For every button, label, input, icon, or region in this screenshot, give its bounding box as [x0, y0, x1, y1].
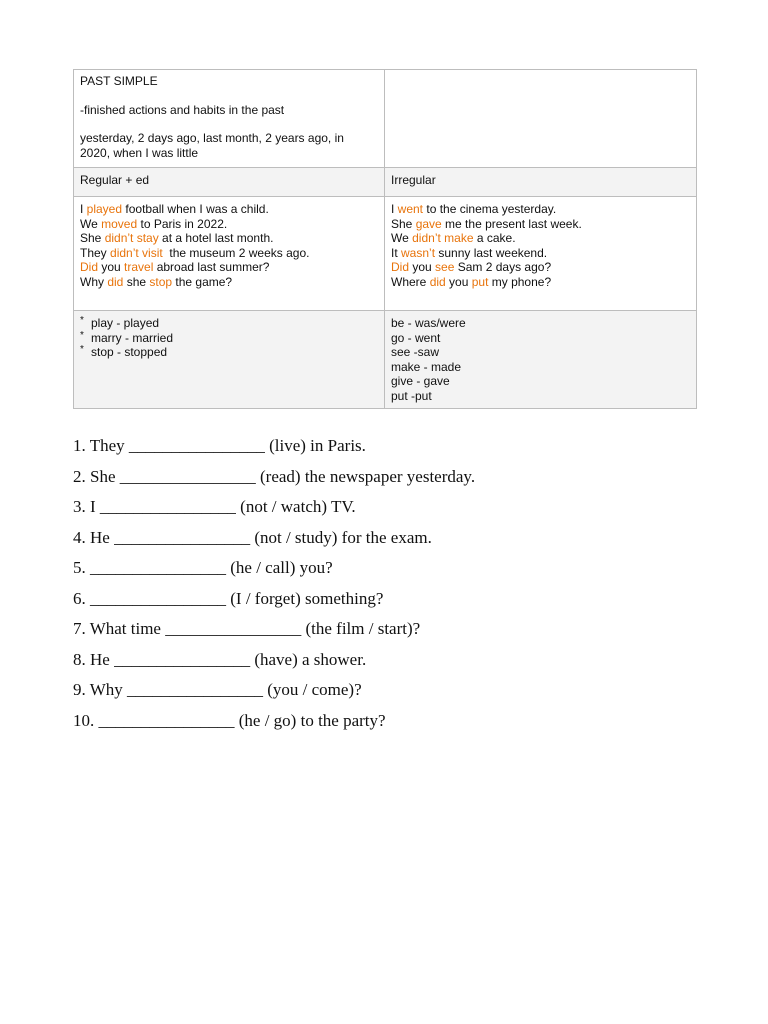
regular-examples: [74, 197, 385, 311]
verb-highlight: gave: [415, 216, 442, 231]
example-sentence: [80, 275, 378, 290]
verb-highlight: went: [397, 202, 424, 216]
exercise-item: 1. They ________________ (live) in Paris.: [73, 436, 366, 455]
sentence-text: She: [80, 231, 105, 246]
exercise-item: 2. She ________________ (read) the newspaper yesterday.: [73, 466, 476, 486]
example-sentence: [80, 246, 378, 261]
sentence-text: at a hotel last month.: [158, 231, 274, 246]
sentence-text: you: [409, 260, 436, 275]
verb-highlight: Did: [80, 260, 99, 275]
irregular-header: Irregular: [385, 168, 697, 197]
usage-note: -finished actions and habits in the past: [80, 102, 285, 117]
verb-highlight: didn’t stay: [104, 231, 159, 246]
irregular-form-item: put -put: [391, 388, 432, 403]
sentence-text: to the cinema yesterday.: [423, 202, 557, 216]
sentence-text: you: [98, 260, 125, 275]
exercise-item: 9. Why ________________ (you / come)?: [73, 680, 362, 699]
sentence-text: sunny last weekend.: [435, 245, 548, 260]
time-expressions-line: 2020, when I was little: [80, 145, 199, 160]
exercise-item: 5. ________________ (he / call) you?: [73, 558, 333, 577]
sentence-text: the museum 2 weeks ago.: [162, 245, 310, 260]
sentence-text: It: [391, 245, 402, 260]
irregular-form-item: give - gave: [391, 374, 450, 389]
sentence-text: They: [80, 245, 111, 260]
exercise-item: 8. He ________________ (have) a shower.: [73, 649, 367, 669]
table-title: PAST SIMPLE: [80, 74, 158, 88]
sentence-text: a cake.: [473, 231, 516, 246]
verb-highlight: stop: [149, 274, 173, 289]
sentence-text: We: [80, 216, 102, 231]
intro-row: [74, 70, 697, 168]
example-sentence: [391, 246, 690, 261]
sentence-text: Why: [80, 274, 108, 289]
verb-highlight: travel: [124, 260, 154, 275]
regular-form-text: stop - stopped: [91, 345, 168, 360]
examples-row: [74, 197, 697, 311]
regular-form-item: [80, 345, 378, 360]
sentence-text: my phone?: [488, 274, 552, 289]
regular-form-text: play - played: [91, 316, 160, 330]
example-sentence: [391, 260, 690, 275]
verb-highlight: see: [435, 260, 455, 275]
intro-cell: [74, 70, 385, 168]
sentence-text: Sam 2 days ago?: [454, 260, 552, 275]
irregular-form-item: be - was/were: [391, 316, 466, 330]
irregular-examples: [385, 197, 697, 311]
sentence-text: I: [391, 202, 398, 216]
example-sentence: [80, 231, 378, 246]
example-sentence: [391, 231, 690, 246]
sentence-text: abroad last summer?: [153, 260, 270, 275]
irregular-form-item: make - made: [391, 359, 462, 374]
regular-header: Regular + ed: [74, 168, 385, 197]
irregular-forms-cell: [385, 311, 697, 409]
verb-highlight: didn’t visit: [110, 245, 163, 260]
sentence-text: to Paris in 2022.: [137, 216, 228, 231]
verb-highlight: did: [429, 274, 446, 289]
sentence-text: me the present last week.: [441, 216, 582, 231]
example-sentence: [391, 217, 690, 232]
verb-highlight: played: [86, 202, 123, 216]
empty-cell: [385, 70, 697, 168]
regular-form-item: [80, 316, 378, 331]
example-sentence: [391, 202, 690, 217]
exercise-item: 3. I ________________ (not / watch) TV.: [73, 497, 356, 516]
sentence-text: Where: [391, 274, 430, 289]
grammar-reference-table: [73, 69, 697, 409]
exercise-item: 7. What time ________________ (the film / start)?: [73, 619, 421, 638]
verb-highlight: wasn’t: [401, 245, 436, 260]
time-expressions-line: yesterday, 2 days ago, last month, 2 years ago, in: [80, 131, 344, 146]
verb-highlight: moved: [101, 216, 138, 231]
bullet-icon: *: [80, 344, 84, 356]
example-sentence: [80, 260, 378, 275]
regular-forms-cell: [74, 311, 385, 409]
sentence-text: football when I was a child.: [122, 202, 269, 216]
bullet-icon: *: [80, 329, 84, 341]
sentence-text: the game?: [172, 274, 233, 289]
bullet-icon: *: [80, 315, 84, 326]
sentence-text: I: [80, 202, 87, 216]
exercise-item: 10. ________________ (he / go) to the party?: [73, 710, 386, 730]
exercise-item: 4. He ________________ (not / study) for the exam.: [73, 527, 432, 547]
exercise-list: [73, 436, 713, 741]
verb-highlight: did: [107, 274, 124, 289]
sentence-text: you: [445, 274, 472, 289]
example-sentence: [391, 275, 690, 290]
time-expressions: [80, 131, 378, 160]
verb-forms-row: [74, 311, 697, 409]
example-sentence: [80, 202, 378, 217]
sentence-text: She: [391, 216, 416, 231]
regular-form-text: marry - married: [91, 330, 174, 345]
verb-highlight: Did: [391, 260, 410, 275]
verb-highlight: put: [471, 274, 489, 289]
exercise-item: 6. ________________ (I / forget) something?: [73, 588, 384, 608]
sentence-text: We: [391, 231, 413, 246]
verb-highlight: didn’t make: [412, 231, 474, 246]
header-row: [74, 168, 697, 197]
example-sentence: [80, 217, 378, 232]
regular-forms-list: [80, 316, 378, 360]
irregular-form-item: see -saw: [391, 345, 440, 360]
sentence-text: she: [123, 274, 150, 289]
irregular-form-item: go - went: [391, 330, 441, 345]
regular-form-item: [80, 331, 378, 346]
